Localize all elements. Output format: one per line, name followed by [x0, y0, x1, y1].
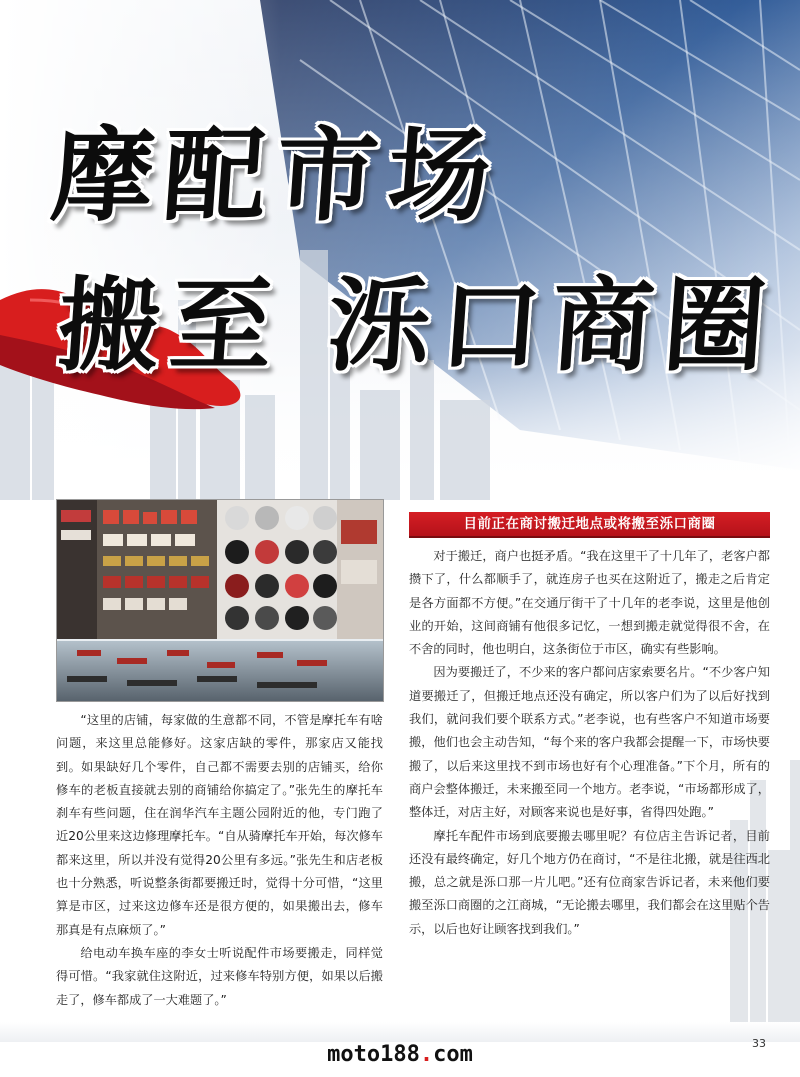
right-paragraph-2: 因为要搬迁了，不少来的客户都问店家索要名片。“不少客户知道要搬迁了，但搬迁地点还没有确定，所以客户们为了以后好找到我们，就问我们要个联系方式。”老李说，也有些客户不知道市场要搬，他们也会主动告知，“每个来的客户我都会提醒一下，市场快要搬了，以后来这里找不到市场也好有个心理准备。”下个月，所有的商户会整体搬迁，未来搬至同一个地方。老李说，“市场都形成了，整体迁，对店主好，对顾客来说也是好事，省得四处跑。”: [409, 665, 770, 820]
hero-banner: [0, 0, 800, 500]
headline-line-1: 摩配市场: [47, 117, 505, 236]
right-paragraph-3: 摩托车配件市场到底要搬去哪里呢？有位店主告诉记者，目前还没有最终确定，好几个地方仍在商讨，“不是往北搬，就是往西北搬，总之就是泺口那一片儿吧。”还有位商家告诉记者，未来他们要搬至泺口商圈的之江商城，“无论搬去哪里，我们都会在这里贴个告示，以后也好让顾客找到我们。”: [409, 828, 770, 936]
site-watermark: [0, 1042, 800, 1067]
section-heading-underline: [409, 536, 770, 538]
right-paragraph-1: 对于搬迁，商户也挺矛盾。“我在这里干了十几年了，老客户都攒下了，什么都顺手了，就连房子也买在这附近了，搬走之后肯定是各方面都不方便。”在交通厅街干了十几年的老李说，这里是他创业的开始，这间商铺有他很多记忆，一想到搬走就觉得很不舍，在不舍的同时，他也明白，这条街位于市区，确实有些影响。: [409, 549, 770, 657]
headline-line-2: 搬至 泺口商圈: [53, 267, 780, 386]
left-paragraph-2: 给电动车换车座的李女士听说配件市场要搬走，同样觉得可惜。“我家就住这附近，过来修车特别方便，如果以后搬走了，修车都成了一大难题了。”: [56, 945, 383, 1007]
footer-band: [0, 1022, 800, 1042]
page-number: 33: [752, 1037, 766, 1050]
left-text-column: [56, 709, 383, 1012]
right-text-column: [409, 545, 770, 941]
shop-interior-photo: [56, 499, 384, 702]
watermark-dot: .: [419, 1042, 434, 1067]
red-ribbon-decoration: [0, 0, 800, 500]
section-heading: 目前正在商讨搬迁地点或将搬至泺口商圈: [409, 512, 770, 536]
watermark-name: moto188: [327, 1042, 420, 1067]
left-paragraph-1: “这里的店铺，每家做的生意都不同，不管是摩托车有啥问题，来这里总能修好。这家店缺的零件，那家店又能找到。如果缺好几个零件，自己都不需要去别的店铺买，给你修车的老板直接就去别的商铺给你搞定了。”张先生的摩托车刹车有些问题，住在润华汽车主题公园附近的他，专门跑了近20公里来这边修理摩托车。“自从骑摩托车开始，每次修车都来这里，所以并没有觉得20公里有多远。”张先生和店老板也十分熟悉，听说整条街都要搬迁时，觉得十分可惜，“这里算是市区，过来这边修车还是很方便的，如果搬出去，修车那真是有点麻烦了。”: [56, 713, 383, 937]
watermark-tld: com: [433, 1042, 473, 1067]
